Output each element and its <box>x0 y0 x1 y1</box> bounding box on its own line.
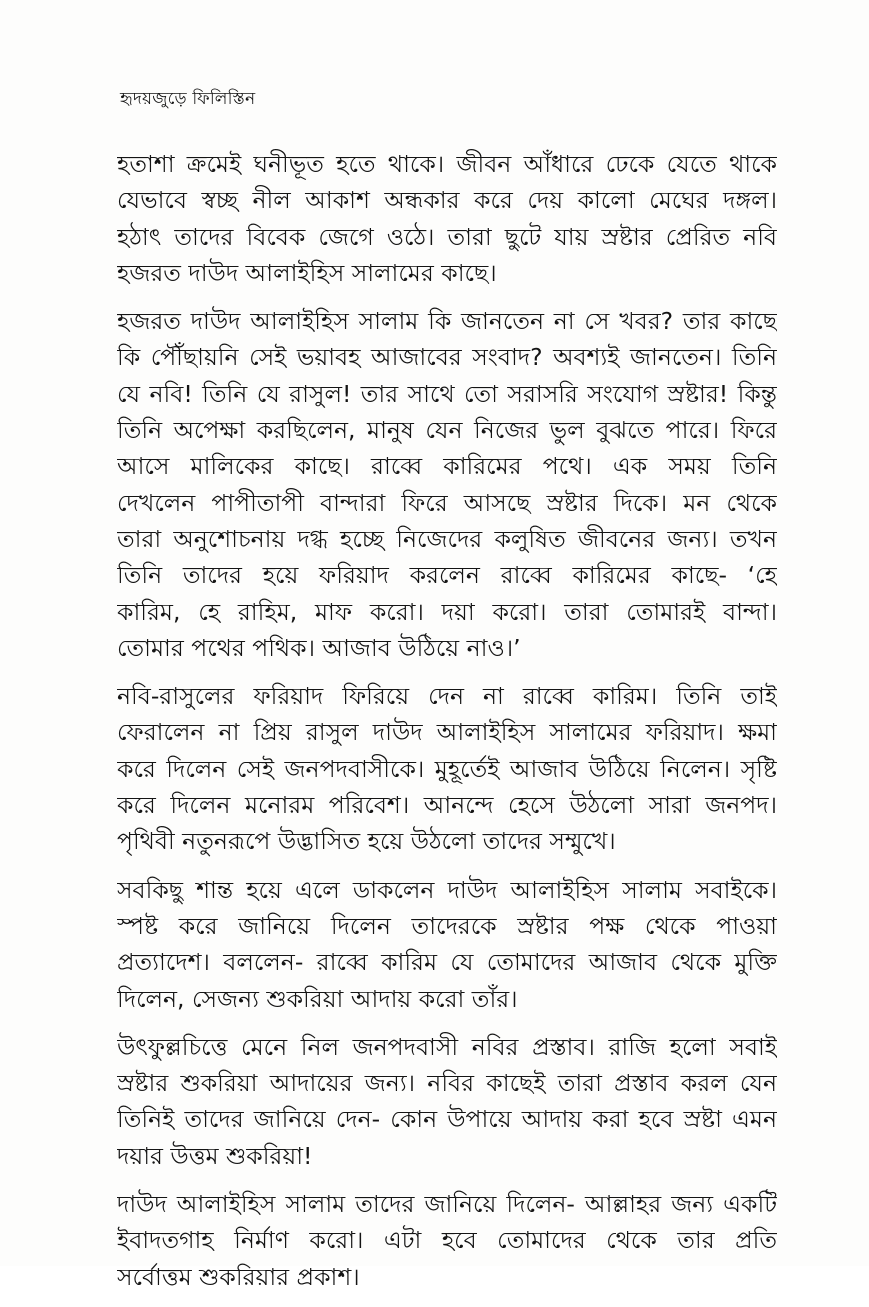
text-line: স্রষ্টার শুকরিয়া আদায়ের জন্য। নবির কাছেই তারা প্রস্তাব করল যেন <box>117 1069 777 1098</box>
text-line: দেখলেন পাপীতাপী বান্দারা ফিরে আসছে স্রষ্টার দিকে। মন থেকে <box>117 488 777 517</box>
text-line: দাউদ আলাইহিস সালাম তাদের জানিয়ে দিলেন- আল্লাহর জন্য একটি <box>117 1190 777 1219</box>
text-line: কারিম, হে রাহিম, মাফ করো। দয়া করো। তারা তোমারই বান্দা। <box>117 597 777 626</box>
text-line: হজরত দাউদ আলাইহিস সালামের কাছে। <box>117 258 497 287</box>
text-line: করে দিলেন মনোরম পরিবেশ। আনন্দে হেসে উঠলো সারা জনপদ। <box>117 791 777 820</box>
text-line: সর্বোত্তম শুকরিয়ার প্রকাশ। <box>117 1262 360 1291</box>
text-line: কি পৌঁছায়নি সেই ভয়াবহ আজাবের সংবাদ? অবশ্যই জানতেন। তিনি <box>117 343 777 372</box>
text-line: তারা অনুশোচনায় দগ্ধ হচ্ছে নিজেদের কলুষিত জীবনের জন্য। তখন <box>117 524 777 553</box>
text-line: উৎফুল্লচিত্তে মেনে নিল জনপদবাসী নবির প্রস্তাব। রাজি হলো সবাই <box>117 1032 777 1061</box>
paragraph <box>117 1186 777 1295</box>
text-line: হতাশা ক্রমেই ঘনীভূত হতে থাকে। জীবন আঁধারে ঢেকে যেতে থাকে <box>117 150 777 178</box>
text-line: হজরত দাউদ আলাইহিস সালাম কি জানতেন না সে খবর? তার কাছে <box>117 307 777 336</box>
text-line: দয়ার উত্তম শুকরিয়া! <box>117 1141 313 1170</box>
text-line: যেভাবে স্বচ্ছ নীল আকাশ অন্ধকার করে দেয় কালো মেঘের দঙ্গল। <box>117 186 777 215</box>
text-line: হঠাৎ তাদের বিবেক জেগে ওঠে। তারা ছুটে যায় স্রষ্টার প্রেরিত নবি <box>117 222 777 251</box>
text-line: প্রত্যাদেশ। বললেন- রাব্বে কারিম যে তোমাদের আজাব থেকে মুক্তি <box>117 948 777 977</box>
text-line: যে নবি! তিনি যে রাসুল! তার সাথে তো সরাসরি সংযোগ স্রষ্টার! কিন্তু <box>117 379 777 408</box>
paragraph <box>117 303 777 666</box>
text-line: ইবাদতগাহ নির্মাণ করো। এটা হবে তোমাদের থেকে তার প্রতি <box>117 1226 777 1255</box>
text-line: তিনিই তাদের জানিয়ে দেন- কোন উপায়ে আদায় করা হবে স্রষ্টা এমন <box>117 1105 777 1134</box>
paragraph <box>117 146 777 291</box>
text-line: করে দিলেন সেই জনপদবাসীকে। মুহূর্তেই আজাব উঠিয়ে নিলেন। সৃষ্টি <box>117 754 777 783</box>
running-header: হৃদয়জুড়ে ফিলিস্তিন <box>120 89 256 109</box>
paragraph <box>117 678 777 859</box>
text-line: তোমার পথের পথিক। আজাব উঠিয়ে নাও।’ <box>117 633 521 662</box>
text-line: ফেরালেন না প্রিয় রাসুল দাউদ আলাইহিস সালামের ফরিয়াদ। ক্ষমা <box>117 718 777 747</box>
text-line: আসে মালিকের কাছে। রাব্বে কারিমের পথে। এক সময় তিনি <box>117 452 777 481</box>
paragraph <box>117 1029 777 1174</box>
text-line: তিনি তাদের হয়ে ফরিয়াদ করলেন রাব্বে কারিমের কাছে- ‘হে <box>117 561 777 590</box>
text-line: পৃথিবী নতুনরূপে উদ্ভাসিত হয়ে উঠলো তাদের সম্মুখে। <box>117 827 616 856</box>
text-line: সবকিছু শান্ত হয়ে এলে ডাকলেন দাউদ আলাইহিস সালাম সবাইকে। <box>117 875 777 904</box>
text-line: স্পষ্ট করে জানিয়ে দিলেন তাদেরকে স্রষ্টার পক্ষ থেকে পাওয়া <box>117 911 777 940</box>
text-line: তিনি অপেক্ষা করছিলেন, মানুষ যেন নিজের ভুল বুঝতে পারে। ফিরে <box>117 416 777 445</box>
body-text <box>117 146 777 1307</box>
text-line: দিলেন, সেজন্য শুকরিয়া আদায় করো তাঁর। <box>117 984 518 1013</box>
paragraph <box>117 872 777 1017</box>
text-line: নবি-রাসুলের ফরিয়াদ ফিরিয়ে দেন না রাব্বে কারিম। তিনি তাই <box>117 682 777 711</box>
